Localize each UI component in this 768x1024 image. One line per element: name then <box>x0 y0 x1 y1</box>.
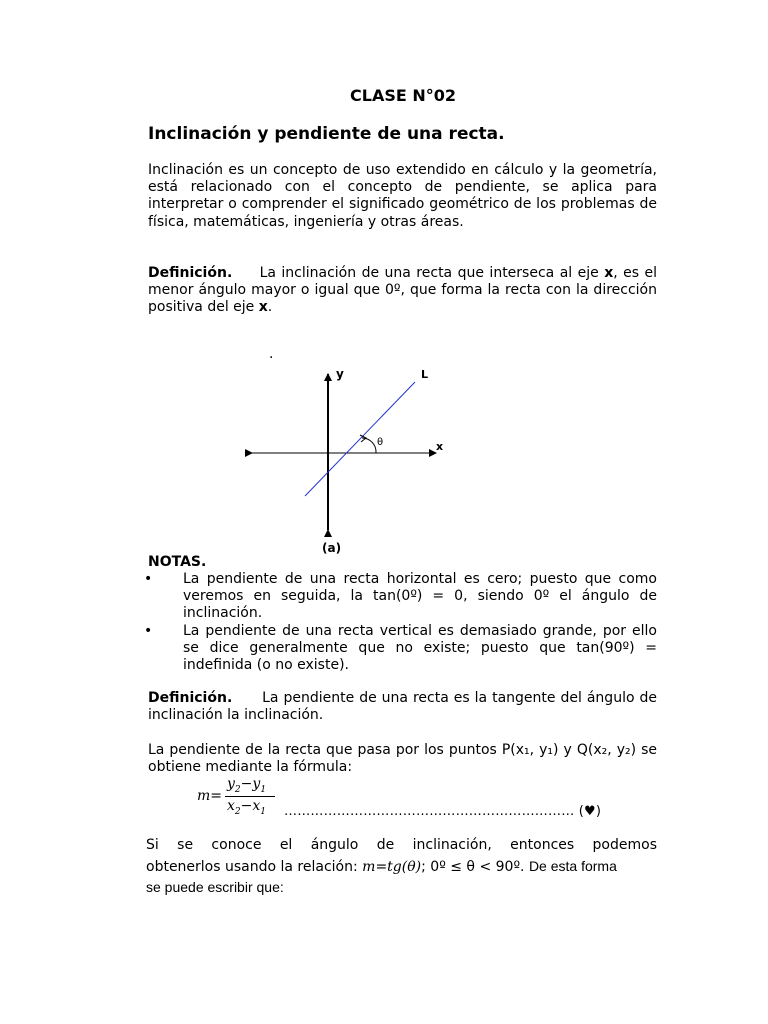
axis-x-var: x <box>604 265 614 281</box>
subscript: 1 <box>260 784 267 795</box>
var-y: y <box>227 776 235 792</box>
definition-slope <box>148 690 657 724</box>
angle-label: θ <box>377 437 384 448</box>
y-axis-label: y <box>336 367 344 381</box>
notes-list <box>144 571 657 675</box>
definition-text-c: . <box>267 299 273 316</box>
minus-sign: − <box>240 798 253 814</box>
var-x: x <box>252 798 261 814</box>
closing-text-b: ; 0º ≤ θ < 90º. <box>421 859 529 875</box>
stray-dot: . <box>269 346 274 362</box>
line-l <box>305 382 415 496</box>
slope-intro: La pendiente de la recta que pasa por los puntos P(x₁, y₁) y Q(x₂, y₂) se obtiene mediante la fórmula: <box>148 742 657 776</box>
relation-formula: m=tg(θ) <box>362 859 422 875</box>
var-y: y <box>252 776 261 792</box>
subscript: 2 <box>234 784 241 795</box>
closing-text-c: De esta forma <box>528 858 617 874</box>
note-text: La pendiente de una recta horizontal es cero; puesto que como veremos en seguida, la tan(0º) = 0, siendo 0º el ángulo de inclinación. <box>183 571 657 621</box>
x-axis-label: x <box>436 440 444 453</box>
subscript: 1 <box>260 806 267 817</box>
fraction-bar <box>225 796 275 797</box>
page-title: CLASE N°02 <box>350 86 456 105</box>
bullet-icon: • <box>144 571 153 587</box>
definition-label: Definición. <box>148 690 233 706</box>
formula-numerator <box>227 776 266 795</box>
inclination-figure <box>240 358 460 558</box>
line-label: L <box>421 368 429 381</box>
bullet-icon: • <box>144 623 153 639</box>
closing-line-1: Si se conoce el ángulo de inclinación, entonces podemos <box>146 837 657 853</box>
section-heading: Inclinación y pendiente de una recta. <box>148 124 505 144</box>
var-x: x <box>227 798 235 814</box>
angle-arc <box>362 438 376 453</box>
axis-x-var: x <box>258 299 268 316</box>
intro-paragraph: Inclinación es un concepto de uso extendido en cálculo y la geometría, está relacionado con el concepto de pendiente, se aplica para interpretar o comprender el significado geométrico de los problemas de física, matemáticas, ingeniería y otras áreas. <box>148 162 657 230</box>
list-item <box>144 571 657 622</box>
definition-text-a: La inclinación de una recta que interseca al eje <box>259 265 605 281</box>
subscript: 2 <box>234 806 241 817</box>
closing-text-a: obtenerlos usando la relación: <box>146 859 363 875</box>
closing-line-3: se puede escribir que: <box>146 879 284 895</box>
definition-label: Definición. <box>148 265 233 281</box>
definition-text-b: , es el menor ángulo mayor o igual que 0º, que forma la recta con la dirección positiva del eje <box>148 265 657 316</box>
formula-denominator <box>227 798 266 817</box>
minus-sign: − <box>240 776 253 792</box>
list-item <box>144 623 657 674</box>
definition-inclination <box>148 265 657 317</box>
figure-caption: (a) <box>322 541 342 555</box>
note-text: La pendiente de una recta vertical es demasiado grande, por ello se dice generalmente que no existe; puesto que tan(90º) = indefinida (o no existe). <box>183 623 657 673</box>
formula-lhs: m= <box>197 788 223 804</box>
closing-line-2 <box>146 858 617 875</box>
notes-heading: NOTAS. <box>148 554 207 570</box>
definition-text: La pendiente de una recta es la tangente del ángulo de inclinación la inclinación. <box>148 690 657 724</box>
formula-leader: ………………………………………………………… (♥) <box>284 804 602 819</box>
